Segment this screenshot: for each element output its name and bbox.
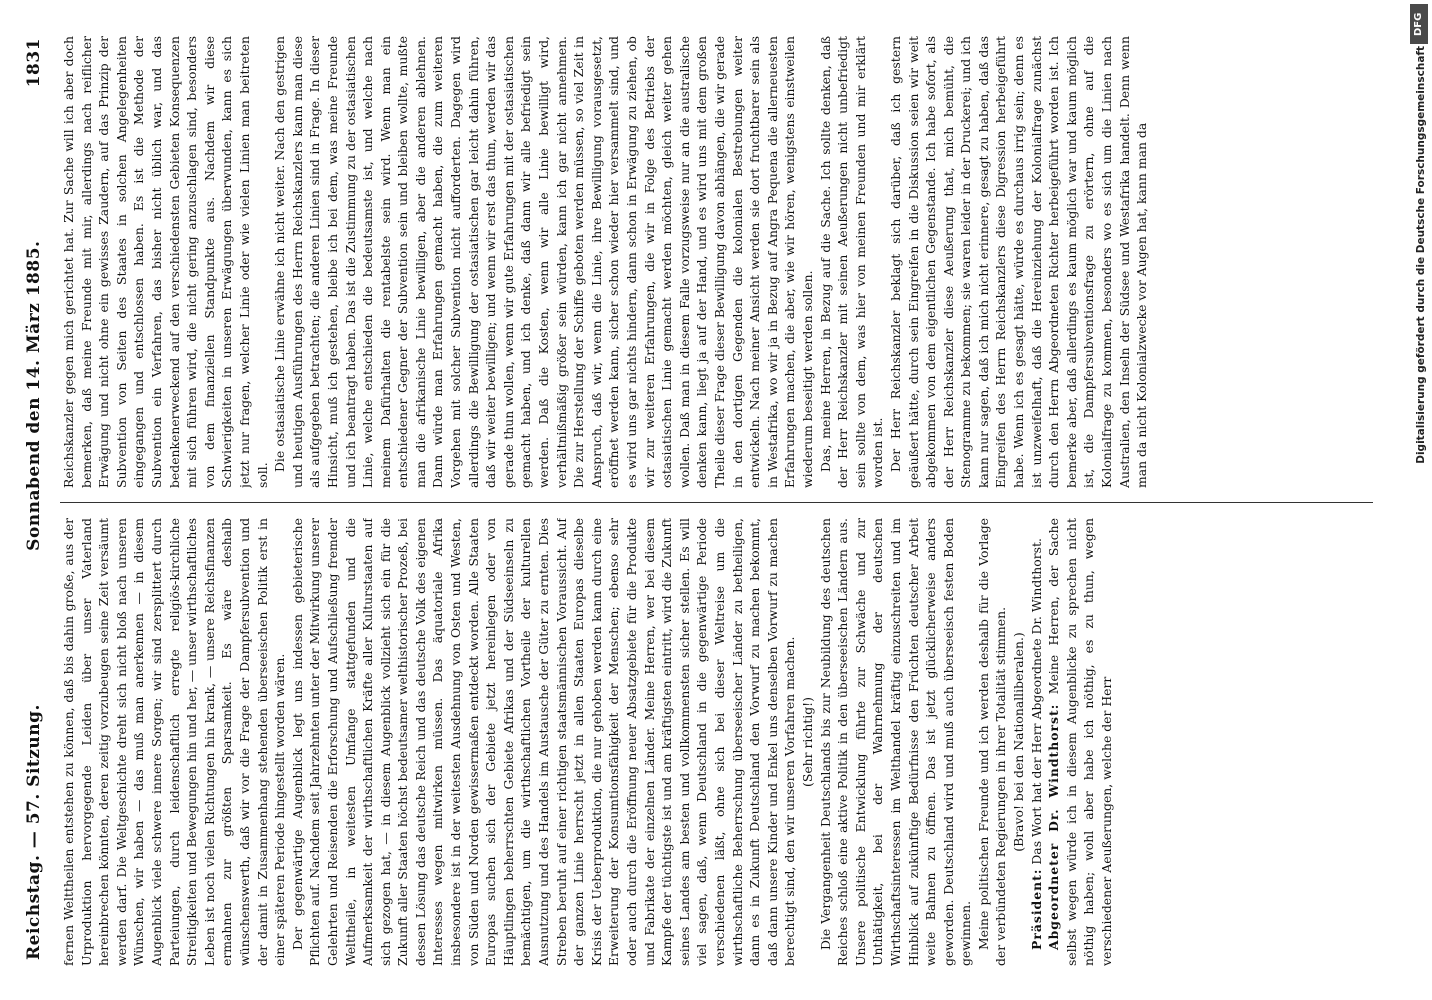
text-column-left bbox=[60, 518, 1375, 966]
paragraph: Die Vergangenheit Deutschlands bis zur Neubildung des deutschen Reiches schloß eine aktive Politik in den überseeischen Ländern aus. Unsere politische Entwicklung führte zur Schwäche und zur Unthätigkeit, bei der Wahrnehmung der deutschen Wirthschaftsinteressen im Welthandel kräftig einzuschreiten und im Hinblick auf zukünftige Bedürfnisse den Früchten deutscher Arbeit weite Bahnen zu öffnen. Das ist jetzt glücklicherweise anders geworden. Deutschland wird und muß auch überseeisch festen Boden gewinnen. bbox=[817, 518, 974, 966]
dfg-logo: DFG bbox=[1410, 4, 1428, 44]
column-divider bbox=[60, 502, 1373, 503]
paragraph: Das, meine Herren, in Bezug auf die Sache. Ich sollte denken, daß der Herr Reichskanzler mit seinen Aeußerungen nicht unbefriedigt sein sollte von dem, was hier von meinen Freunden und mir erklärt worden ist. bbox=[817, 36, 886, 488]
paragraph: Die ostasiatische Linie erwähne ich nicht weiter. Nach den gestrigen und heutigen Ausführungen des Herrn Reichskanzlers kann man diese als aufgegeben betrachten; die anderen Linien sind in Frage. In dieser Hinsicht, muß ich gestehen, bleibe ich bei dem, was meine Freunde und ich beantragt haben. Das ist die Zustimmung zu der ostasiatischen Linie, welche entschieden die bedeutsamste ist, und welche nach meinem Dafürhalten die rentabelste sein wird. Wenn man ein entschiedener Gegner der Subvention sein und bleiben wollte, mußte man die afrikanische Linie bewilligen, aber die anderen ablehnen. Dann würde man Erfahrungen gemacht haben, die zum weiteren Vorgehen mit solcher Subvention nicht aufforderten. Dagegen wird allerdings die Bewilligung der ostasiatischen gar leicht dahin führen, daß wir weiter bewilligen; und wenn wir erst das thun, werden wir das gerade thun wollen, wenn wir gute Erfahrungen mit der ostasiatischen gemacht haben, und ich denke, daß dann wir alle befriedigt sein werden. Daß die Kosten, wenn wir alle Linie bewilligt wird, verhältnißmäßig größer sein würden, kann ich gar nicht annehmen. Die zur Herstellung der Schiffe geboten werden müssen, so viel Zeit in Anspruch, daß wir, wenn die Linie, ihre Bewilligung vorausgesetzt, eröffnet werden kann, sicher schon wieder hier versammelt sind, und es wird uns gar nichts hindern, dann schon in Erwägung zu ziehen, ob wir zur weiteren Erfahrungen, die wir in Folge des Betriebs der ostasiatischen Linie gemacht werden möchten, gleich weiter gehen wollen. Daß man in diesem Falle vorzugsweise nur an die australische denken kann, liegt ja auf der Hand, und es wird uns mit dem großen Theile dieser Frage dieser Bewilligung davon abhängen, die wir gerade in den dortigen Gegenden die kolonialen Bestrebungen weiter entwickeln. Nach meiner Ansicht werden sie dort fruchtbarer sein als in Westafrika, wo wir ja in Bezug auf Angra Pequena die allerneuesten Erfahrungen machen, die aber, wie wir hören, wenigstens einstweilen wiederum beseitigt werden sollen. bbox=[272, 36, 815, 488]
speaker-paragraph bbox=[1045, 518, 1115, 966]
speech-text: Das Wort hat der Herr Abgeordnete Dr. Windthorst. bbox=[1028, 538, 1044, 865]
page-number: 1831 bbox=[24, 38, 44, 88]
paragraph: Der gegenwärtige Augenblick legt uns indessen gebieterische Pflichten auf. Nachdem seit Jahrzehnten unter der Mitwirkung unserer Gelehrten und Reisenden die Erforschung und Aufschließung fremder Welttheile, in weitesten Umfange stattgefunden und die Aufmerksamkeit der wirthschaftlichen Kräfte aller Kulturstaaten auf sich gezogen hat, — in diesem Augenblick vollzieht sich ein für die Zukunft aller Staaten höchst bedeutsamer welthistorischer Prozeß, bei dessen Lösung das deutsche Reich und das deutsche Volk des eigenen Interesses wegen mitwirken müssen. Das äquatoriale Afrika insbesondere ist in der weitesten Ausdehnung von Osten und Westen, von Süden und Norden gewissermaßen entdeckt worden. Alle Staaten Europas suchen sich der Gebiete jetzt hereinlegen oder von Häuptlingen beherrschten Gebiete Afrikas und der Südseeinseln zu bemächtigen, um die wirthschaftlichen Vortheile der kulturellen Ausnutzung und des Handels im Austausche der Güter zu ernten. Dies Streben beruht auf einer richtigen staatsmännischen Voraussicht. Auf der ganzen Linie herrscht jetzt in allen Staaten Europas dieselbe Krisis der Ueberproduktion, die nur gehoben werden kann durch eine Erweiterung der Konsumtionsfähigkeit der Menschen; ebenso sehr oder auch durch die Eröffnung neuer Absatzgebiete für die Produkte und Fabrikate der einzelnen Länder. Meine Herren, wer bei diesem Kampfe der tüchtigste ist und am kräftigsten eintritt, wird die Zukunft seines Landes am besten und vollkommensten sicher stellen. Es will viel sagen, daß, wenn Deutschland in die gegenwärtige Periode verschiedenen läßt, ohne sich bei dieser Weltreise um die wirthschaftliche Beherrschung überseeischer Länder zu betheiligen, dann es in Zukunft Deutschland den Vorwurf zu machen bekommt, daß dann unsere Kinder und Enkel uns denselben Vorwurf zu machen berechtigt sind, den wir unseren Vorfahren machen. bbox=[289, 518, 798, 966]
text-column-right bbox=[60, 36, 1375, 488]
speaker-name: Abgeordneter Dr. Windthorst: bbox=[1046, 703, 1062, 950]
paragraph: Meine politischen Freunde und ich werden deshalb für die Vorlage der verbündeten Regierungen in ihrer Totalität stimmen. bbox=[975, 518, 1009, 966]
paragraph: Reichskanzler gegen mich gerichtet hat. Zur Sache will ich aber doch bemerken, daß meine Freunde mit mir, allerdings nach reiflicher Erwägung und nicht ohne ein gewisses Zaudern, auf das Prinzip der Subvention von Seiten des Staates in solchen Angelegenheiten eingegangen und entschlossen haben. Es ist die Methode der Subvention ein Verfahren, das bisher nicht üblich war, und das bedenkenerweckend auf den verschiedensten Gebieten Konsequenzen mit sich führen wird, die nicht gering anzuschlagen sind, besonders von dem finanziellen Standpunkte aus. Nachdem wir diese Schwierigkeiten in unseren Erwägungen überwunden, kann es sich jetzt nur fragen, welcher Linie oder wie vielen Linien man beitreten soll. bbox=[61, 36, 270, 488]
speaker-paragraph bbox=[1028, 518, 1046, 966]
page-header bbox=[14, 38, 54, 960]
paragraph: Der Herr Reichskanzler beklagt sich darüber, daß ich gestern geäußert hätte, durch sein Eingreifen in die Diskussion seien wir weit abgekommen von dem eigentlichen Gegenstande. Ich habe sofort, als der Herr Reichskanzler diese Aeußerung that, mich bemüht, die Stenogramme zu bekommen; sie waren leider in der Druckerei; und ich kann nur sagen, daß ich mich nicht erinnere, gesagt zu haben, daß das Eingreifen des Herrn Reichskanzlers diese Digression herbeigeführt habe. Wenn ich es gesagt hätte, würde es durchaus irrig sein; denn es ist unzweifelhaft, daß die Hereinziehung der Kolonialfrage zunächst durch den Herrn Abgeordneten Richter herbeigeführt worden ist. Ich bemerke aber, daß allerdings es kaum möglich war und kaum möglich ist, die Dampfersubventionsfrage zu erörtern, ohne auf die Kolonialfrage zu kommen, besonders wo es sich um die Linien nach Australien, den Inseln der Südsee und Westafrika handelt. Denn wenn man da nicht Kolonialzwecke vor Augen hat, kann man da bbox=[887, 36, 1150, 488]
header-date: Sonnabend den 14. März 1885. bbox=[24, 240, 44, 551]
header-left: Reichstag. — 57. Sitzung. bbox=[24, 704, 44, 960]
digitization-credit: Digitalisierung gefördert durch die Deutsche Forschungsgemeinschaft bbox=[1415, 46, 1427, 464]
paragraph: fernen Welttheilen entstehen zu können, daß bis dahin große, aus der Urproduktion hervorgegende Leiden über unser Vaterland hereinbrechen könnten, deren zeitig vorzubeugen seine Zeit versäumt werden darf. Die Weltgeschichte dreht sich nicht bloß nach unseren Wünschen, wir haben — das muß man anerkennen — in diesem Augenblick viele schwere innere Sorgen; wir sind zersplittert durch Parteiungen, durch leidenschaftlich erregte religiös-kirchliche Streitigkeiten und Bewegungen hin und her, — unser wirthschaftliches Leben ist noch vielen Richtungen hin krank, — unsere Reichsfinanzen ermahnen zur größten Sparsamkeit. Es wäre deshalb wünschenswerth, daß wir vor die Frage der Dampfersubvention und der damit in Zusammenhang stehenden überseeischen Politik erst in einer späteren Periode hingestellt worden wären. bbox=[61, 518, 288, 966]
interjection: (Sehr richtig!) bbox=[799, 697, 815, 787]
speech-text: Meine Herren, der Sache selbst wegen würde ich in diesem Augenblicke zu sprechen nicht nöthig haben; wohl aber habe ich nöthig, es zu thun, wegen verschiedener Aeußerungen, welche der Herr bbox=[1046, 518, 1115, 966]
speaker-name: Präsident: bbox=[1028, 868, 1044, 950]
digitization-credit-strip bbox=[1408, 0, 1432, 1000]
interjection: (Bravo! bei den Nationalliberalen.) bbox=[1011, 632, 1027, 852]
